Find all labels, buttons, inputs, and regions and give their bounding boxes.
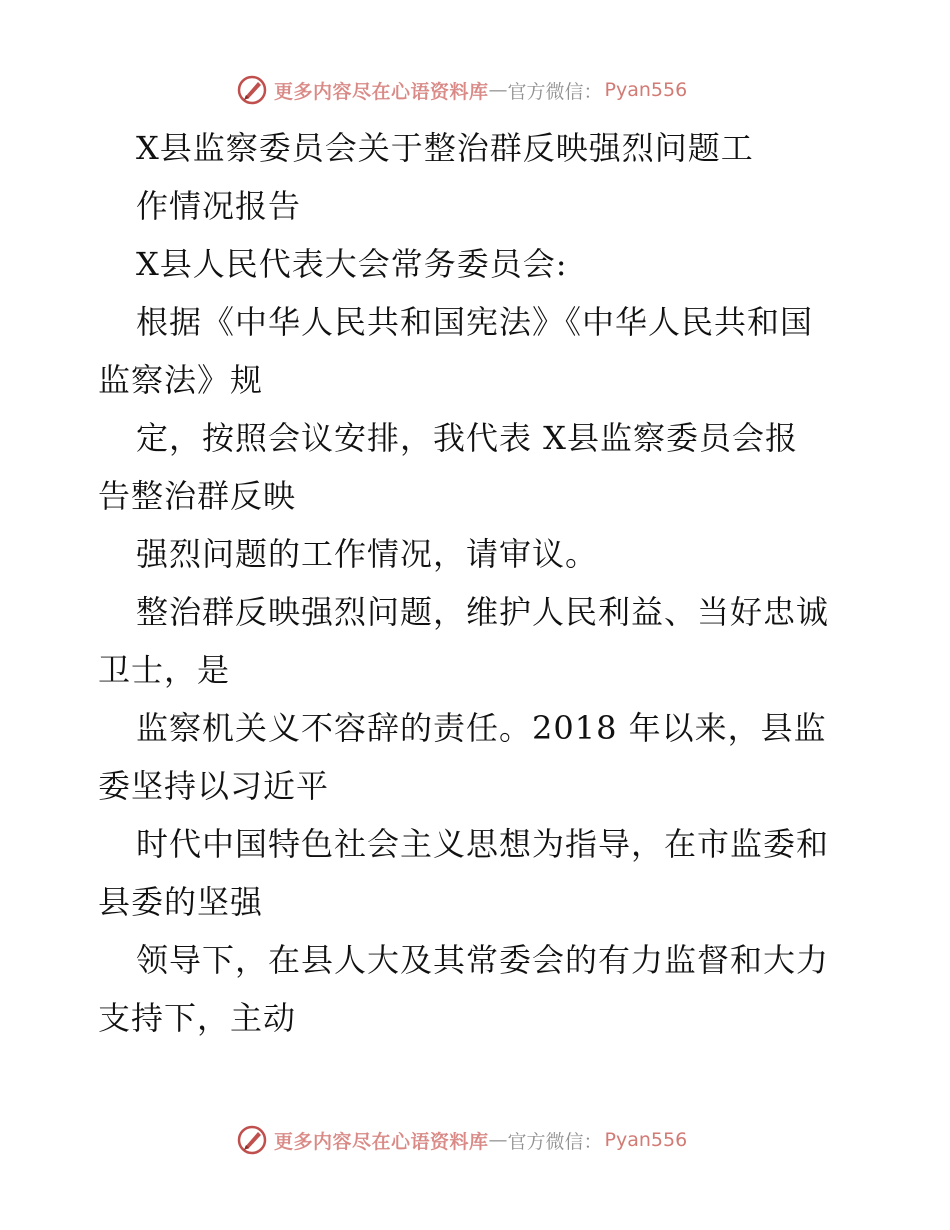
watermark-separator: — — [488, 1129, 508, 1151]
body-line: 根据《中华人民共和国宪法》《中华人民共和国 — [136, 303, 814, 341]
body-line: 卫士，是 — [98, 651, 231, 689]
document-title-line-2: 作情况报告 — [136, 187, 302, 225]
pen-logo-icon — [236, 74, 268, 106]
body-line: 定，按照会议安排，我代表 X县监察委员会报 — [136, 419, 798, 457]
body-line: 监察机关义不容辞的责任。2018 年以来，县监 — [136, 709, 827, 747]
salutation: X县人民代表大会常务委员会: — [136, 245, 568, 283]
body-line: 强烈问题的工作情况，请审议。 — [136, 535, 599, 573]
watermark-separator: — — [488, 79, 508, 101]
body-line: 时代中国特色社会主义思想为指导，在市监委和 — [136, 825, 830, 863]
watermark-text: 更多内容尽在心语资料库 — [274, 80, 489, 103]
wechat-id: Pyan556 — [604, 79, 688, 101]
watermark-text: 更多内容尽在心语资料库 — [274, 1130, 489, 1153]
body-line: 支持下，主动 — [98, 999, 297, 1037]
document-title-line-1: X县监察委员会关于整治群反映强烈问题工 — [136, 129, 754, 167]
header-watermark — [236, 73, 687, 107]
body-line: 告整治群反映 — [98, 477, 297, 515]
wechat-label: 官方微信： — [507, 1130, 603, 1153]
wechat-id: Pyan556 — [604, 1129, 688, 1151]
pen-logo-icon — [236, 1124, 268, 1156]
footer-watermark — [236, 1123, 687, 1157]
body-line: 领导下，在县人大及其常委会的有力监督和大力 — [136, 941, 830, 979]
body-line: 整治群反映强烈问题，维护人民利益、当好忠诚 — [136, 593, 830, 631]
body-line: 监察法》规 — [98, 361, 264, 399]
wechat-label: 官方微信： — [507, 80, 603, 103]
body-line: 县委的坚强 — [98, 883, 264, 921]
body-line: 委坚持以习近平 — [98, 767, 330, 805]
